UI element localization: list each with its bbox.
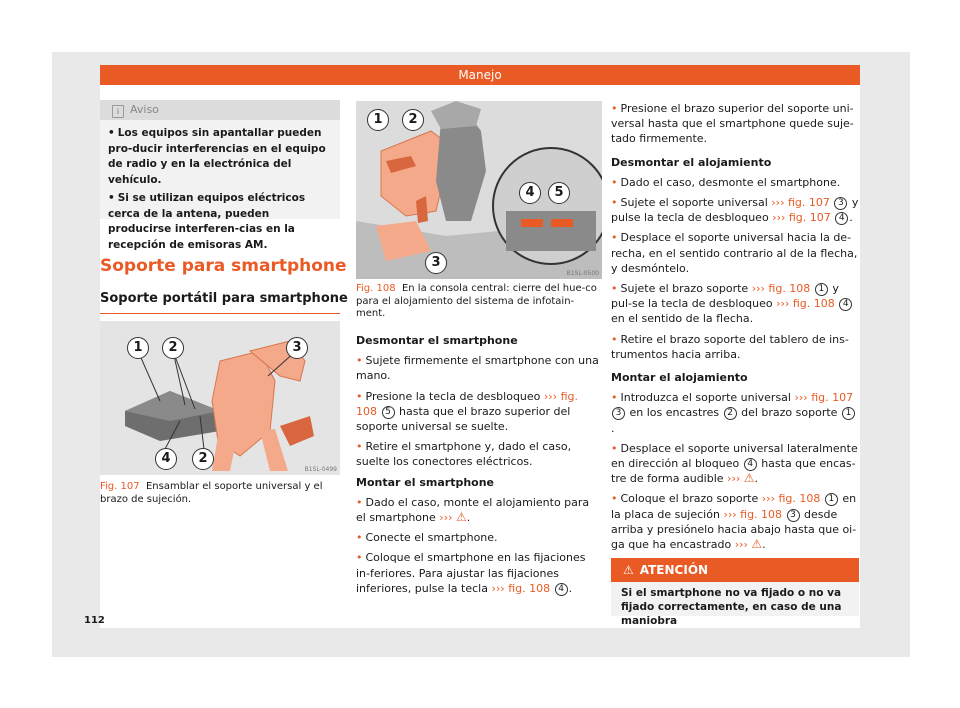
callout-2: 2 — [402, 108, 424, 131]
step: • Conecte el smartphone. — [356, 531, 498, 545]
figure-link[interactable]: fig. 108 — [508, 581, 551, 595]
section-title: Soporte para smartphone — [100, 256, 347, 276]
figure-link[interactable]: fig. 108 — [792, 297, 835, 311]
step: • Coloque el brazo soporte ››› fig. 108 1 en la placa de sujeción ››› fig. 108 3 desde arriba y presiónelo hacia abajo hasta que oi-ga que ha encastrado ››› ⚠. — [611, 492, 857, 552]
figure-link[interactable]: fig. 108 — [356, 389, 579, 418]
info-icon: i — [112, 105, 124, 118]
warning-icon: ⚠ — [623, 563, 634, 577]
aviso-title: Aviso — [130, 103, 159, 116]
atencion-header — [611, 558, 859, 582]
step: • Retire el brazo soporte del tablero de ins-trumentos hacia arriba. — [611, 332, 849, 361]
step: • Desplace el soporte universal lateralmente en dirección al bloqueo 4 hasta que encas-tre de forma audible ››› ⚠. — [611, 441, 858, 486]
heading: Desmontar el smartphone — [356, 334, 518, 347]
figure-link[interactable]: fig. 107 — [788, 211, 831, 225]
step: • Dado el caso, monte el alojamiento para el smartphone ››› ⚠. — [356, 495, 590, 525]
atencion-text: Si el smartphone no va fijado o no va fijado correctamente, en caso de una maniobra — [621, 587, 842, 627]
step: • Sujete firmemente el smartphone con una mano. — [356, 354, 599, 383]
callout-2: 2 — [162, 336, 184, 359]
section-header: Manejo — [100, 65, 860, 85]
atencion-box — [611, 582, 859, 627]
step: • Presione la tecla de desbloqueo ››› fig. 108 5 hasta que el brazo superior del soporte universal se suelte. — [356, 389, 579, 434]
figure-code: B1SL-0500 — [566, 270, 599, 277]
callout-4: 4 — [155, 447, 177, 470]
callout-4: 4 — [519, 181, 541, 204]
callout-5: 5 — [548, 181, 570, 204]
page-number: 112 — [84, 615, 105, 626]
aviso-header — [100, 100, 340, 120]
callout-1: 1 — [127, 336, 149, 359]
step: • Sujete el brazo soporte ››› fig. 108 1 y pul-se la tecla de desbloqueo ››› fig. 108 4 en el sentido de la flecha. — [611, 281, 859, 327]
column-2-text — [356, 333, 602, 601]
figure-link[interactable]: fig. 108 — [740, 507, 783, 521]
column-3-text — [611, 101, 859, 557]
callout-3: 3 — [286, 336, 308, 359]
heading: Desmontar el alojamiento — [611, 155, 772, 169]
step: • Dado el caso, desmonte el smartphone. — [611, 175, 841, 189]
warning-icon: ⚠ — [455, 510, 467, 525]
aviso-item: • Los equipos sin apantallar pueden pro-ducir interferencias en el equipo de radio y en la electrónica del vehículo. — [108, 127, 326, 186]
section-subtitle: Soporte portátil para smartphone — [100, 291, 348, 306]
figure-link[interactable]: fig. 107 — [811, 391, 854, 405]
step: • Presione el brazo superior del soporte uni-versal hasta que el smartphone quede suje-tado firmemente. — [611, 102, 854, 146]
section-rule — [100, 313, 340, 314]
aviso-item: • Si se utilizan equipos eléctricos cerca de la antena, pueden producirse interferen-cias en la recepción de emisoras AM. — [108, 192, 306, 251]
figure-link[interactable]: fig. 108 — [768, 282, 811, 296]
callout-3: 3 — [425, 251, 447, 274]
figure-link[interactable]: fig. 108 — [778, 492, 821, 506]
step: • Desplace el soporte universal hacia la de-recha, en el sentido contrario al de la flecha, y desmóntelo. — [611, 231, 858, 275]
figure-107-caption: Fig. 107 Ensamblar el soporte universal y el brazo de sujeción. — [100, 481, 323, 505]
step: • Coloque el smartphone en las fijaciones in-feriores. Para ajustar las fijaciones inferiores, pulse la tecla ››› fig. 108 4 . — [356, 551, 586, 595]
aviso-box — [100, 120, 340, 251]
figure-108 — [356, 101, 602, 279]
warning-icon: ⚠ — [751, 537, 763, 552]
atencion-title: ATENCIÓN — [639, 563, 709, 577]
callout-2b: 2 — [192, 447, 214, 470]
step: • Retire el smartphone y, dado el caso, suelte los conectores eléctricos. — [356, 440, 572, 469]
figure-108-caption: Fig. 108 En la consola central: cierre del hue-co para el alojamiento del sistema de infotain-ment. — [356, 283, 597, 319]
warning-icon: ⚠ — [743, 471, 755, 486]
step: • Introduzca el soporte universal ››› fig. 107 3 en los encastres 2 del brazo soporte 1. — [611, 391, 854, 435]
heading: Montar el smartphone — [356, 475, 494, 489]
heading: Montar el alojamiento — [611, 371, 748, 385]
figure-link[interactable]: fig. 107 — [787, 196, 830, 210]
callout-1: 1 — [367, 108, 389, 131]
figure-107 — [100, 321, 340, 475]
figure-code: B1SL-0499 — [304, 466, 337, 473]
step: • Sujete el soporte universal ››› fig. 107 3 y pulse la tecla de desbloqueo ››› fig. 107 4 . — [611, 196, 859, 225]
